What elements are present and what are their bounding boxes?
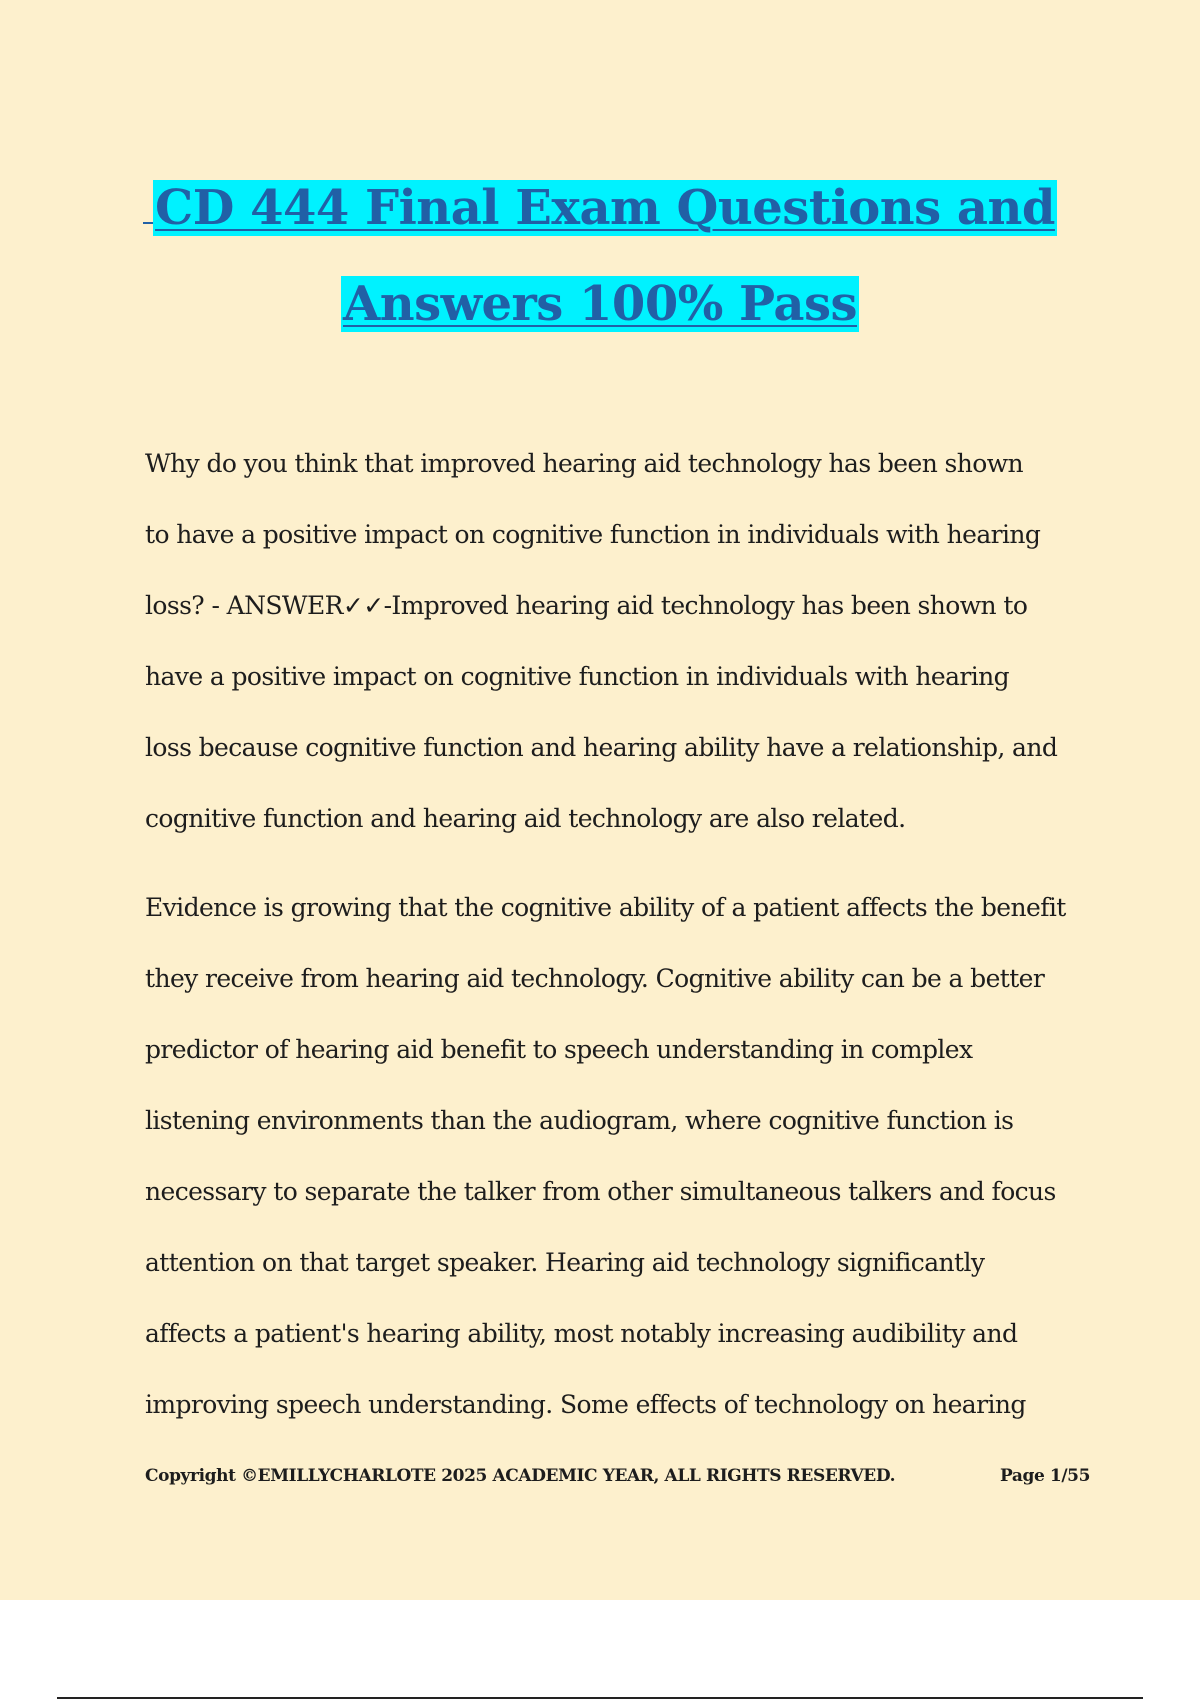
text-line: loss because cognitive function and hearing ability have a relationship, and [145, 733, 1058, 762]
text-line: attention on that target speaker. Hearing aid technology significantly [145, 1248, 985, 1277]
title-text-2: Answers 100% Pass [342, 276, 857, 332]
title-line-1 [0, 160, 1200, 256]
text-line: improving speech understanding. Some effects of technology on hearing [145, 1390, 1026, 1419]
text-line: listening environments than the audiogram, where cognitive function is [145, 1106, 1014, 1135]
text-line: have a positive impact on cognitive function in individuals with hearing [145, 662, 1010, 691]
page-number: Page 1/55 [999, 1466, 1090, 1486]
text-line: cognitive function and hearing aid technology are also related. [145, 804, 906, 833]
page-footer [145, 1466, 1090, 1486]
text-line: affects a patient's hearing ability, most notably increasing audibility and [145, 1319, 1018, 1348]
text-line: they receive from hearing aid technology. Cognitive ability can be a better [145, 964, 1045, 993]
paragraph-evidence [145, 872, 1095, 1440]
text-line: to have a positive impact on cognitive function in individuals with hearing [145, 520, 1041, 549]
text-line: loss? - ANSWER✓✓-Improved hearing aid technology has been shown to [145, 591, 1028, 620]
text-line: Why do you think that improved hearing aid technology has been shown [145, 449, 1024, 478]
copyright-notice: Copyright ©EMILLYCHARLOTE 2025 ACADEMIC YEAR, ALL RIGHTS RESERVED. [145, 1466, 896, 1486]
text-line: Evidence is growing that the cognitive ability of a patient affects the benefit [145, 893, 1066, 922]
document-title [0, 160, 1200, 352]
title-lead-underline [143, 182, 153, 224]
paragraph-question-answer [145, 428, 1095, 854]
title-text-1: CD 444 Final Exam Questions and [155, 180, 1055, 236]
text-line: necessary to separate the talker from other simultaneous talkers and focus [145, 1177, 1056, 1206]
text-line: predictor of hearing aid benefit to speech understanding in complex [145, 1035, 973, 1064]
title-line-2 [0, 256, 1200, 352]
bottom-divider [57, 1697, 1143, 1699]
